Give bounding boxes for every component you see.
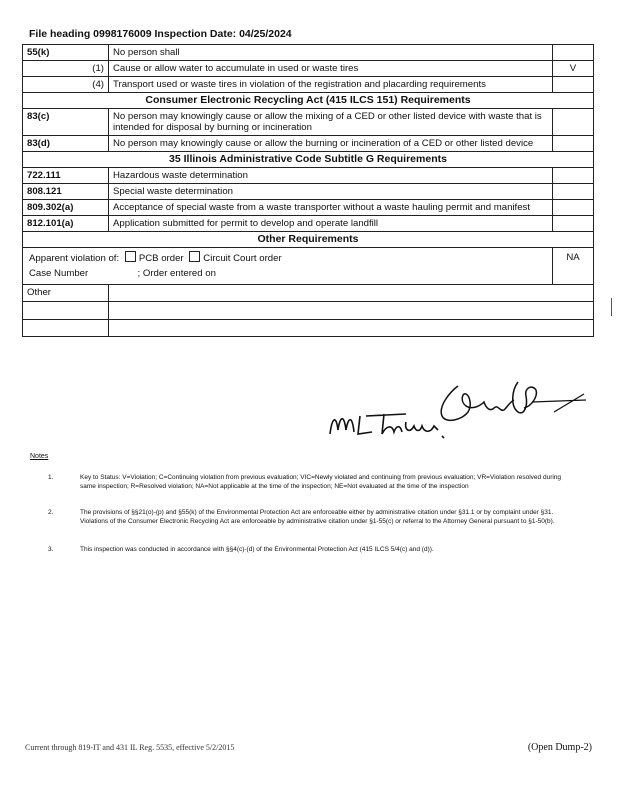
circuit-court-order-label: Circuit Court order <box>203 253 282 264</box>
provision-text: Acceptance of special waste from a waste transporter without a waste hauling permit and manifest <box>109 200 553 216</box>
circuit-court-order-checkbox[interactable] <box>189 251 200 262</box>
status-cell <box>553 184 594 200</box>
provision-code: 808.121 <box>23 184 109 200</box>
other-blank-cell <box>109 302 594 320</box>
footer-page-label: (Open Dump-2) <box>527 742 592 753</box>
other-row <box>23 320 594 337</box>
footer-currency-note: Current through 819-IT and 431 IL Reg. 5535, effective 5/2/2015 <box>25 743 235 752</box>
section-title-iac: 35 Illinois Administrative Code Subtitle G Requirements <box>23 152 594 168</box>
provision-text: Hazardous waste determination <box>109 168 553 184</box>
note-number: 2. <box>48 509 54 516</box>
section-header-row <box>23 232 594 248</box>
other-blank-cell <box>109 285 594 302</box>
provision-code: (1) <box>23 61 109 77</box>
other-row <box>23 285 594 302</box>
status-cell <box>553 45 594 61</box>
status-cell <box>553 216 594 232</box>
table-row <box>23 45 594 61</box>
provision-code: 83(c) <box>23 109 109 136</box>
note-number: 3. <box>48 546 54 553</box>
provision-code: 83(d) <box>23 136 109 152</box>
order-entered-on-label: ; Order entered on <box>137 268 216 279</box>
page-heading: File heading 0998176009 Inspection Date: 04/25/2024 <box>29 28 292 40</box>
inspector-signature-1 <box>428 372 588 430</box>
note-text: Key to Status: V=Violation; C=Continuing violation from previous evaluation; VIC=Newly violated and continuing from previous evaluation; VR=Violation resolved during same inspection; R=Resolved violation; NA=Not applicable at the time of the inspection; NE=Not evaluated at the time of the inspection <box>80 474 562 490</box>
section-title-other: Other Requirements <box>23 232 594 248</box>
inspection-checklist-table <box>22 44 594 337</box>
note-text: This inspection was conducted in accordance with §§4(c)-(d) of the Environmental Protection Act (415 ILCS 5/4(c) and (d)). <box>80 546 434 553</box>
provision-code: 55(k) <box>23 45 109 61</box>
provision-code: 809.302(a) <box>23 200 109 216</box>
other-label: Other <box>23 285 109 302</box>
status-cell: V <box>553 61 594 77</box>
table-row <box>23 168 594 184</box>
status-cell <box>553 200 594 216</box>
provision-code: 812.101(a) <box>23 216 109 232</box>
other-row <box>23 302 594 320</box>
section-header-row <box>23 93 594 109</box>
status-cell <box>553 77 594 93</box>
notes-title: Notes <box>30 453 49 460</box>
other-requirements-row <box>23 248 594 285</box>
pcb-order-checkbox[interactable] <box>125 251 136 262</box>
status-cell <box>553 109 594 136</box>
table-row <box>23 184 594 200</box>
pcb-order-label: PCB order <box>138 253 184 264</box>
provision-text: Cause or allow water to accumulate in used or waste tires <box>109 61 553 77</box>
note-text: The provisions of §§21(o)-(p) and §55(k) of the Environmental Protection Act are enforceable either by administrative citation under §31.1 or by complaint under §31. Violations of the Consumer Electronic Recycling Act are enforceable by administrative citation under §1-55(c) or referral to the Attorney General pursuant to §1-50(b). <box>80 509 555 525</box>
scan-edge-mark <box>611 298 612 316</box>
other-blank-cell <box>23 320 109 337</box>
provision-code: 722.111 <box>23 168 109 184</box>
provision-text: Application submitted for permit to develop and operate landfill <box>109 216 553 232</box>
other-blank-cell <box>23 302 109 320</box>
case-number-label: Case Number <box>29 268 89 279</box>
provision-text: No person may knowingly cause or allow the mixing of a CED or other listed device with waste that is intended for disposal by burning or incineration <box>109 109 553 136</box>
status-cell <box>553 168 594 184</box>
provision-text: Special waste determination <box>109 184 553 200</box>
other-blank-cell <box>109 320 594 337</box>
provision-text: Transport used or waste tires in violation of the registration and placarding requirements <box>109 77 553 93</box>
table-row <box>23 77 594 93</box>
apparent-violation-label: Apparent violation of: <box>29 253 120 264</box>
provision-text: No person may knowingly cause or allow the burning or incineration of a CED or other listed device <box>109 136 553 152</box>
provision-text: No person shall <box>109 45 553 61</box>
status-cell: NA <box>553 248 594 285</box>
inspector-signature-2 <box>326 408 450 442</box>
provision-code: (4) <box>23 77 109 93</box>
status-cell <box>553 136 594 152</box>
note-number: 1. <box>48 474 54 481</box>
section-title-ced: Consumer Electronic Recycling Act (415 ILCS 151) Requirements <box>23 93 594 109</box>
table-row <box>23 200 594 216</box>
table-row <box>23 216 594 232</box>
section-header-row <box>23 152 594 168</box>
table-row <box>23 109 594 136</box>
table-row <box>23 136 594 152</box>
table-row <box>23 61 594 77</box>
